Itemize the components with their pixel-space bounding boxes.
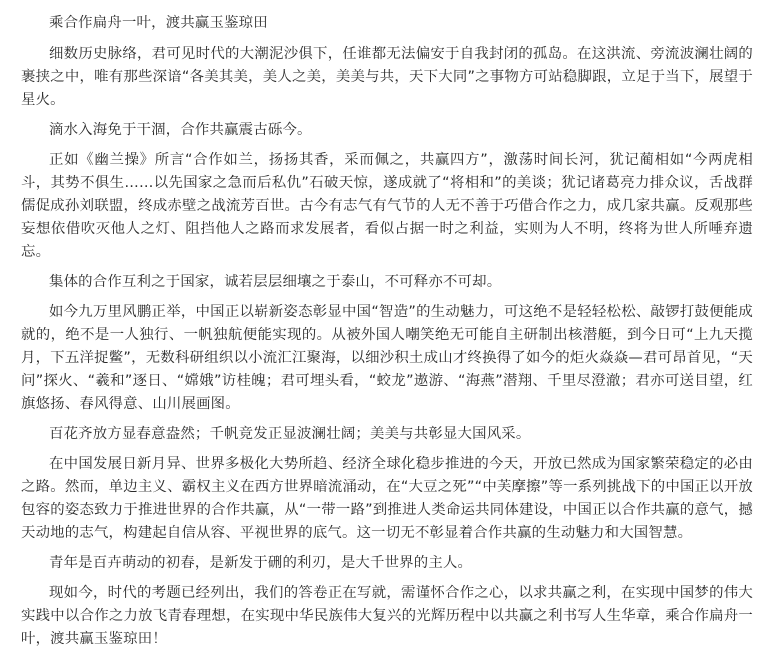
- article-paragraph: 滴水入海免于干涸，合作共赢震古砾今。: [49, 122, 312, 138]
- article-paragraph: 在中国发展日新月异、世界多极化大势所趋、经济全球化稳步推进的今天，开放已然成为国家繁荣稳定的必由之路。然而，单边主义、霸权主义在西方世界暗流涌动，在“大豆之死”“中芙摩擦”等一系列挑战下的中国正以开放包容的姿态致力于推进世界的合作共赢，从“一带一路”到推进人类命运共同体建设，中国正以合作共赢的意气，撼天动地的志气，构建起自信从容、平视世界的底气。这一切无不彰显着合作共赢的生动魅力和大国智慧。: [21, 456, 753, 541]
- article-paragraph: 现如今，时代的考题已经列出，我们的答卷正在写就，需谨怀合作之心，以求共赢之利，在实现中国梦的伟大实践中以合作之力放飞青春理想，在实现中华民族伟大复兴的光辉历程中以共赢之利书写人生华章，乘合作扁舟一叶，渡共赢玉鉴琼田！: [21, 585, 753, 647]
- article-title: 乘合作扁舟一叶，渡共赢玉鉴琼田: [49, 15, 268, 31]
- article-paragraph: 青年是百卉萌动的初春，是新发于硎的利刃，是大千世界的主人。: [49, 555, 473, 571]
- article-paragraph: 百花齐放方显春意盎然；千帆竞发正显波澜壮阔；美美与共彰显大国风采。: [49, 426, 531, 442]
- article-paragraph: 正如《幽兰操》所言“合作如兰，扬扬其香，采而佩之，共赢四方”，激荡时间长河，犹记蔺相如“今两虎相斗，其势不俱生……以先国家之急而后私仇”石破天惊，遂成就了“将相和”的美谈；犹记诸葛亮力排众议，舌战群儒促成孙刘联盟，终成赤壁之战流芳百世。古今有志气有气节的人无不善于巧借合作之力，成几家共赢。反观那些妄想依借吹灭他人之灯、阻挡他人之路而求发展者，看似占据一时之利益，实则为人不明，终将为世人所唾弃遗忘。: [21, 152, 753, 260]
- article-paragraph: 如今九万里风鹏正举，中国正以崭新姿态彰显中国“智造”的生动魅力，可这绝不是轻轻松松、敲锣打鼓便能成就的，绝不是一人独行、一帆独航便能实现的。从被外国人嘲笑绝无可能自主研制出核潜艇，到今日可“上九天揽月，下五洋捉鳖”，无数科研组织以小流汇江聚海，以细沙积土成山才终换得了如今的炬火焱焱—君可昂首见，“天问”探火、“羲和”逐日、“嫦娥”访桂魄；君可埋头看，“蛟龙”遨游、“海燕”潜翔、千里尽澄澈；君亦可送目望，红旗悠扬、春风得意、山川展画图。: [21, 304, 753, 412]
- article-paragraph: 集体的合作互利之于国家，诚若层层细壤之于泰山，不可释亦不可却。: [49, 274, 502, 290]
- article-paragraph: 细数历史脉络，君可见时代的大潮泥沙俱下，任谁都无法偏安于自我封闭的孤岛。在这洪流、旁流波澜壮阔的裹挟之中，唯有那些深谙“各美其美，美人之美，美美与共，天下大同”之事物方可站稳脚跟，立足于当下，展望于星火。: [21, 46, 753, 108]
